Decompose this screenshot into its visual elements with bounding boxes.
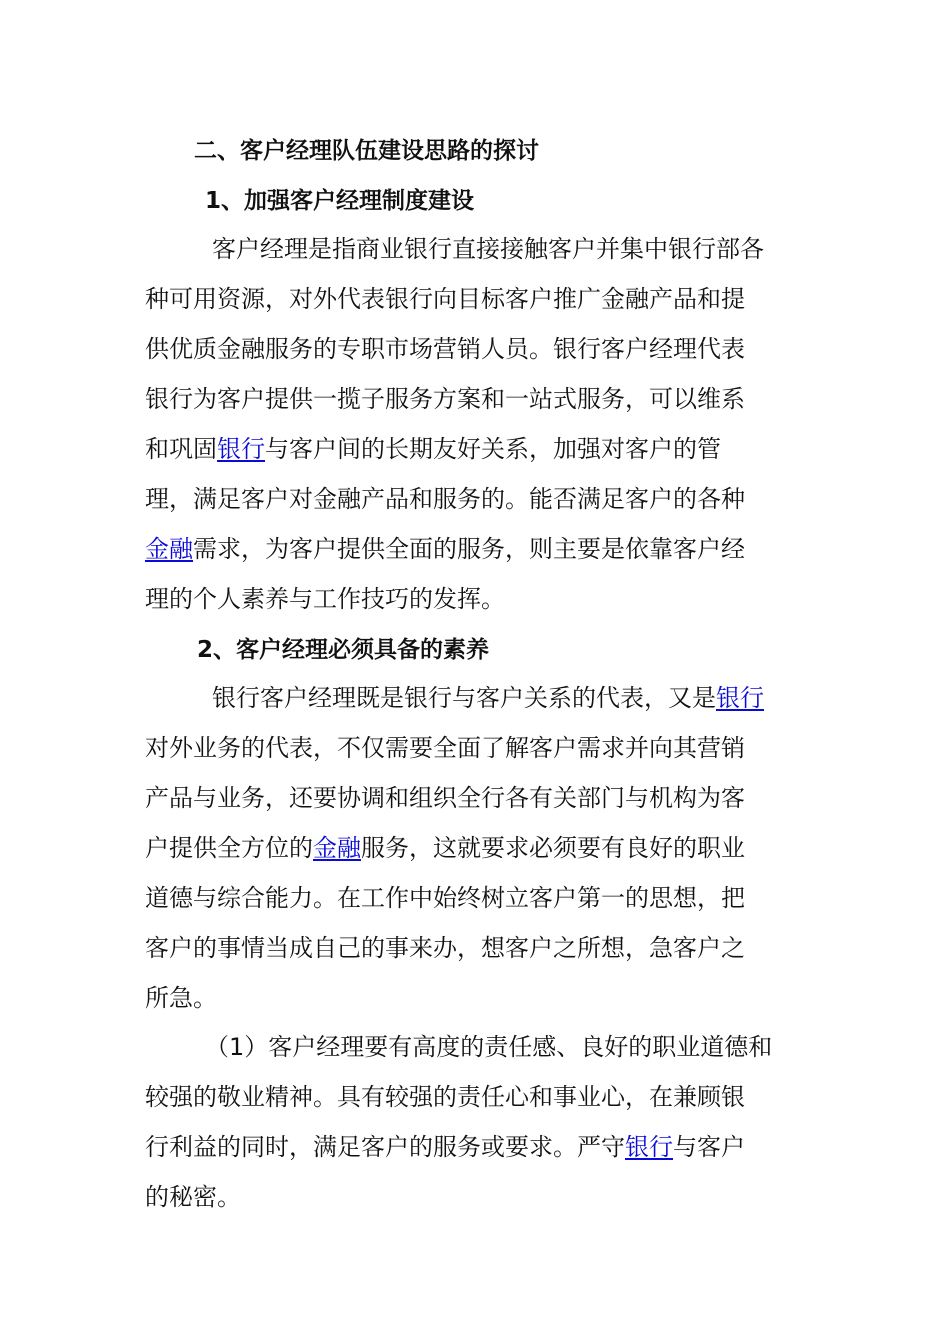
text-line: [145, 433, 721, 465]
section-heading: 二、客户经理队伍建设思路的探讨: [194, 138, 539, 164]
text-line: 的秘密。: [145, 1183, 241, 1211]
link-finance[interactable]: 金融: [313, 834, 361, 862]
link-finance[interactable]: 金融: [145, 535, 193, 563]
text-span: 需求，为客户提供全面的服务，则主要是依靠客户经: [193, 535, 745, 563]
link-bank[interactable]: 银行: [625, 1133, 673, 1161]
text-span: 和巩固: [145, 435, 217, 463]
text-line: 客户的事情当成自己的事来办，想客户之所想，急客户之: [145, 934, 745, 962]
text-span: 行利益的同时，满足客户的服务或要求。严守: [145, 1133, 625, 1161]
text-span: 服务，这就要求必须要有良好的职业: [361, 834, 745, 862]
text-line: 所急。: [145, 984, 217, 1012]
text-line: 较强的敬业精神。具有较强的责任心和事业心，在兼顾银: [145, 1083, 745, 1111]
text-line: [145, 1131, 745, 1163]
text-line: [145, 533, 745, 565]
text-line: [145, 832, 745, 864]
text-line: 产品与业务，还要协调和组织全行各有关部门与机构为客: [145, 784, 745, 812]
text-span: 与客户: [673, 1133, 745, 1161]
text-span: 银行客户经理既是银行与客户关系的代表，又是: [212, 684, 716, 712]
text-span: 与客户间的长期友好关系，加强对客户的管: [265, 435, 721, 463]
text-line: 理的个人素养与工作技巧的发挥。: [145, 585, 505, 613]
subsection-heading-1: 1、加强客户经理制度建设: [205, 188, 475, 214]
text-line: （1）客户经理要有高度的责任感、良好的职业道德和: [205, 1033, 773, 1061]
text-line: 种可用资源，对外代表银行向目标客户推广金融产品和提: [145, 285, 745, 313]
text-line: 对外业务的代表，不仅需要全面了解客户需求并向其营销: [145, 734, 745, 762]
text-line: 银行为客户提供一揽子服务方案和一站式服务，可以维系: [145, 385, 745, 413]
link-bank[interactable]: 银行: [217, 435, 265, 463]
link-bank[interactable]: 银行: [716, 684, 764, 712]
text-line: 供优质金融服务的专职市场营销人员。银行客户经理代表: [145, 335, 745, 363]
text-line: 客户经理是指商业银行直接接触客户并集中银行部各: [212, 235, 764, 263]
text-span: 户提供全方位的: [145, 834, 313, 862]
subsection-heading-2: 2、客户经理必须具备的素养: [197, 637, 490, 663]
text-line: 道德与综合能力。在工作中始终树立客户第一的思想，把: [145, 884, 745, 912]
text-line: [212, 682, 764, 714]
text-line: 理，满足客户对金融产品和服务的。能否满足客户的各种: [145, 485, 745, 513]
